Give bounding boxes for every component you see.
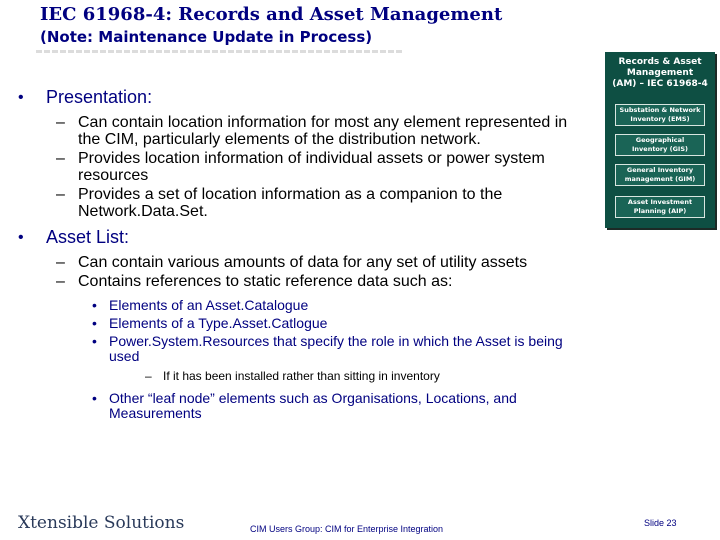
sub-bullet-text: Provides a set of location information as a companion to the Network.Data.Set. bbox=[78, 186, 503, 220]
third-level-text: Other “leaf node” elements such as Organisations, Locations, and Measurements bbox=[109, 390, 517, 421]
diagram-box-general-inventory bbox=[615, 164, 705, 186]
dash-marker: – bbox=[145, 369, 152, 383]
slide-title: IEC 61968-4: Records and Asset Management bbox=[40, 4, 503, 25]
diagram-box-line: Planning (AIP) bbox=[633, 207, 687, 215]
third-level-text: Elements of a Type.Asset.Catlogue bbox=[109, 315, 328, 331]
diagram-title-line: Management bbox=[626, 68, 694, 78]
dash-marker: – bbox=[56, 273, 65, 290]
bullet-dot: • bbox=[92, 390, 97, 406]
bullet-dot: • bbox=[92, 297, 97, 313]
diagram-box-substation-network bbox=[615, 104, 705, 126]
fourth-level-text: If it has been installed rather than sitting in inventory bbox=[163, 369, 440, 383]
third-level-bullet bbox=[18, 298, 593, 313]
diagram-box-line: management (GIM) bbox=[624, 175, 696, 183]
slide-subtitle: (Note: Maintenance Update in Process) bbox=[40, 28, 373, 46]
records-asset-management-diagram bbox=[605, 52, 715, 228]
diagram-box-line: Substation & Network bbox=[619, 106, 701, 114]
diagram-box-line: Inventory (GIS) bbox=[632, 145, 688, 153]
sub-bullet bbox=[18, 273, 593, 290]
slide-number: Slide 23 bbox=[644, 518, 677, 528]
bullet-presentation bbox=[18, 88, 593, 107]
sub-bullet bbox=[18, 114, 593, 148]
bullet-dot: • bbox=[18, 89, 24, 106]
dash-marker: – bbox=[56, 114, 65, 131]
diagram-box-line: Asset Investment bbox=[627, 198, 693, 206]
third-level-bullet bbox=[18, 316, 593, 331]
bullet-label: Presentation: bbox=[46, 87, 153, 107]
diagram-box-line: General Inventory bbox=[626, 166, 694, 174]
dash-marker: – bbox=[56, 186, 65, 203]
third-level-text: Power.System.Resources that specify the role in which the Asset is being used bbox=[109, 333, 563, 364]
diagram-box-geographical bbox=[615, 134, 705, 156]
sub-bullet-text: Provides location information of individual assets or power system resources bbox=[78, 150, 545, 184]
dash-marker: – bbox=[56, 150, 65, 167]
bullet-dot: • bbox=[92, 333, 97, 349]
sub-bullet bbox=[18, 150, 593, 184]
third-level-bullet bbox=[18, 391, 593, 421]
slide-body bbox=[18, 88, 593, 424]
sub-bullet bbox=[18, 254, 593, 271]
bullet-label: Asset List: bbox=[46, 227, 130, 247]
bullet-dot: • bbox=[18, 229, 24, 246]
footer-event-text: CIM Users Group: CIM for Enterprise Integration bbox=[250, 524, 444, 534]
sub-bullet-text: Contains references to static reference data such as: bbox=[78, 273, 453, 290]
diagram-box-line: Inventory (EMS) bbox=[630, 115, 690, 123]
diagram-box-asset-investment bbox=[615, 196, 705, 218]
bullet-dot: • bbox=[92, 315, 97, 331]
diagram-title-line: Records & Asset bbox=[618, 57, 702, 67]
diagram-title-line: (AM) – IEC 61968-4 bbox=[612, 79, 708, 89]
sub-bullet bbox=[18, 186, 593, 220]
third-level-text: Elements of an Asset.Catalogue bbox=[109, 297, 309, 313]
diagram-box-line: Geographical bbox=[635, 136, 685, 144]
dash-marker: – bbox=[56, 254, 65, 271]
company-logo: Xtensible Solutions bbox=[18, 513, 185, 533]
fourth-level-bullet bbox=[18, 370, 593, 383]
third-level-bullet bbox=[18, 334, 593, 364]
sub-bullet-text: Can contain various amounts of data for any set of utility assets bbox=[78, 254, 528, 271]
bullet-asset-list bbox=[18, 228, 593, 247]
title-underline bbox=[36, 50, 404, 53]
sub-bullet-text: Can contain location information for most any element represented in the CIM, particularly elements of the distribution network. bbox=[78, 114, 568, 148]
diagram-title bbox=[605, 57, 715, 90]
